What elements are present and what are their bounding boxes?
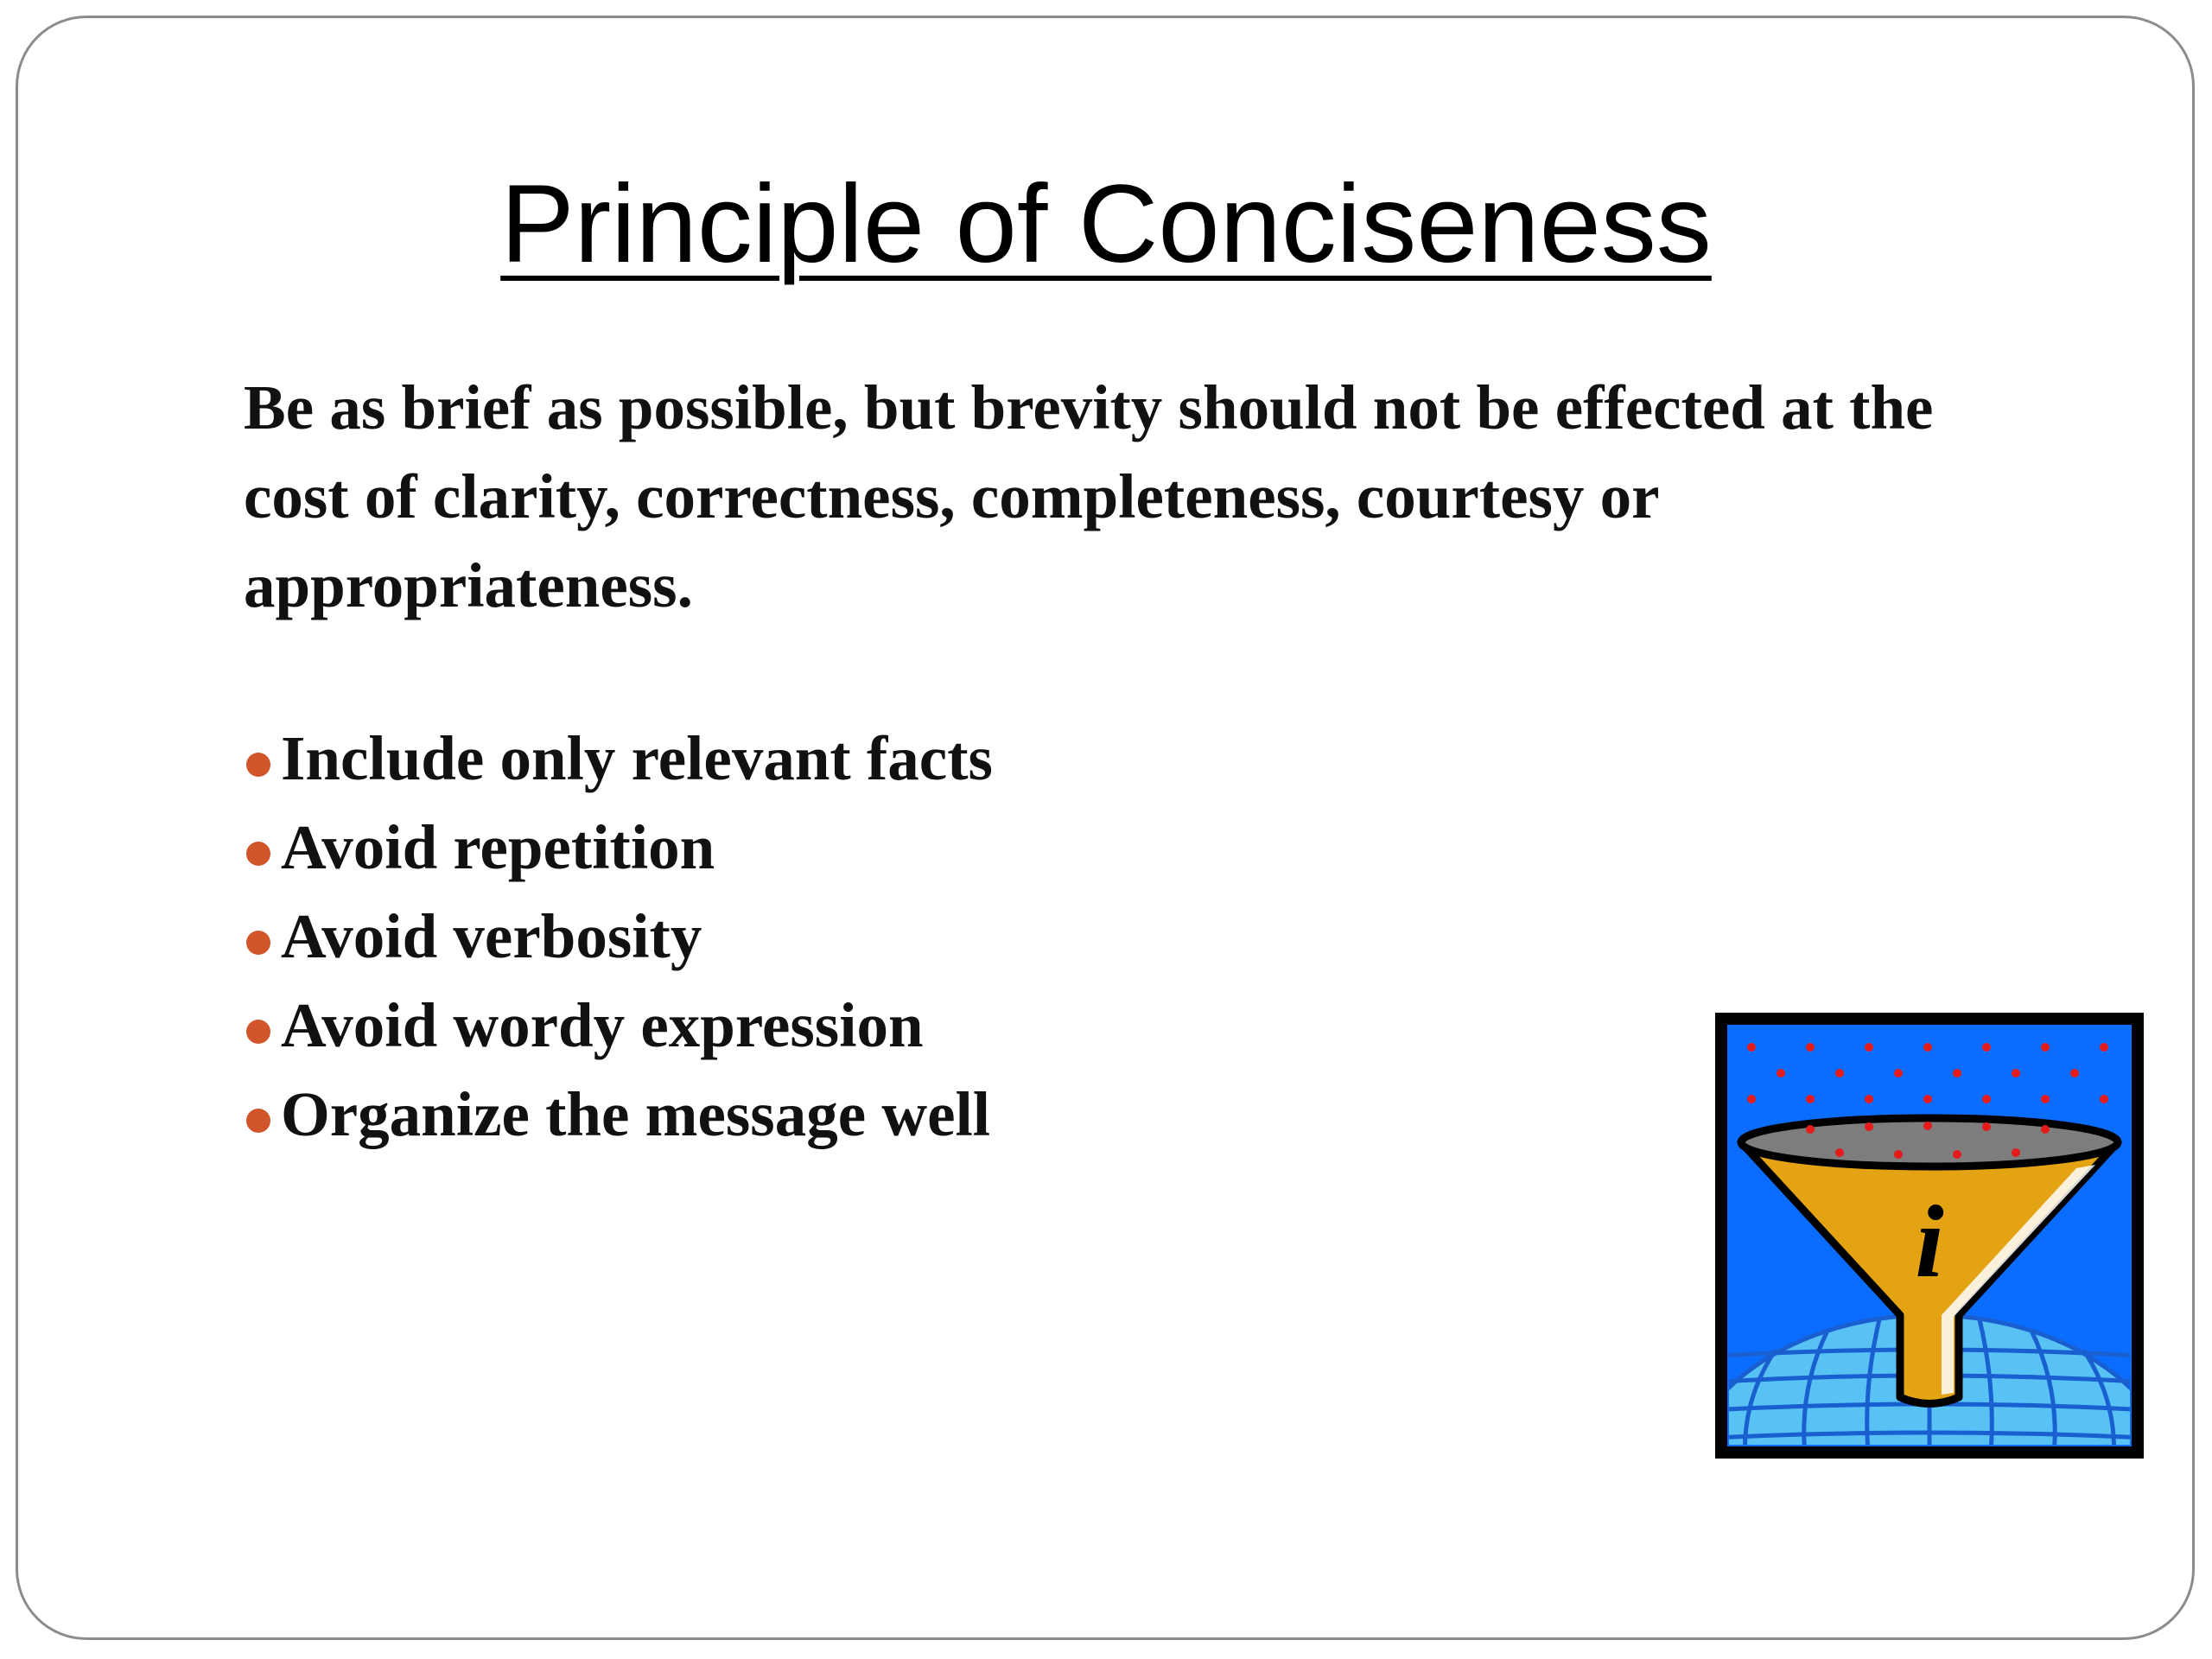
bullet-text: Avoid wordy expression — [281, 990, 924, 1060]
bullet-item — [244, 981, 993, 1070]
bullet-item — [244, 714, 993, 803]
info-funnel-icon — [1715, 1013, 2144, 1459]
bullet-dot-icon — [246, 842, 270, 866]
bullet-text: Include only relevant facts — [281, 723, 993, 793]
bullet-item — [244, 803, 993, 892]
bullet-dot-icon — [246, 931, 270, 955]
bullet-text: Organize the message well — [281, 1079, 991, 1149]
bullet-item — [244, 892, 993, 981]
bullet-text: Avoid verbosity — [281, 901, 702, 971]
bullet-dot-icon — [246, 1020, 270, 1044]
intro-paragraph: Be as brief as possible, but brevity should not be effected at the cost of clarity, correctness, completeness, courtesy or appropriateness. — [244, 372, 1934, 620]
bullet-list — [244, 714, 993, 1159]
bullet-dot-icon — [246, 753, 270, 777]
bullet-text: Avoid repetition — [281, 812, 715, 882]
info-glyph: i — [1915, 1184, 1944, 1299]
bullet-dot-icon — [246, 1109, 270, 1133]
slide-title: Principle of Conciseness — [500, 162, 1712, 286]
bullet-item — [244, 1070, 993, 1159]
